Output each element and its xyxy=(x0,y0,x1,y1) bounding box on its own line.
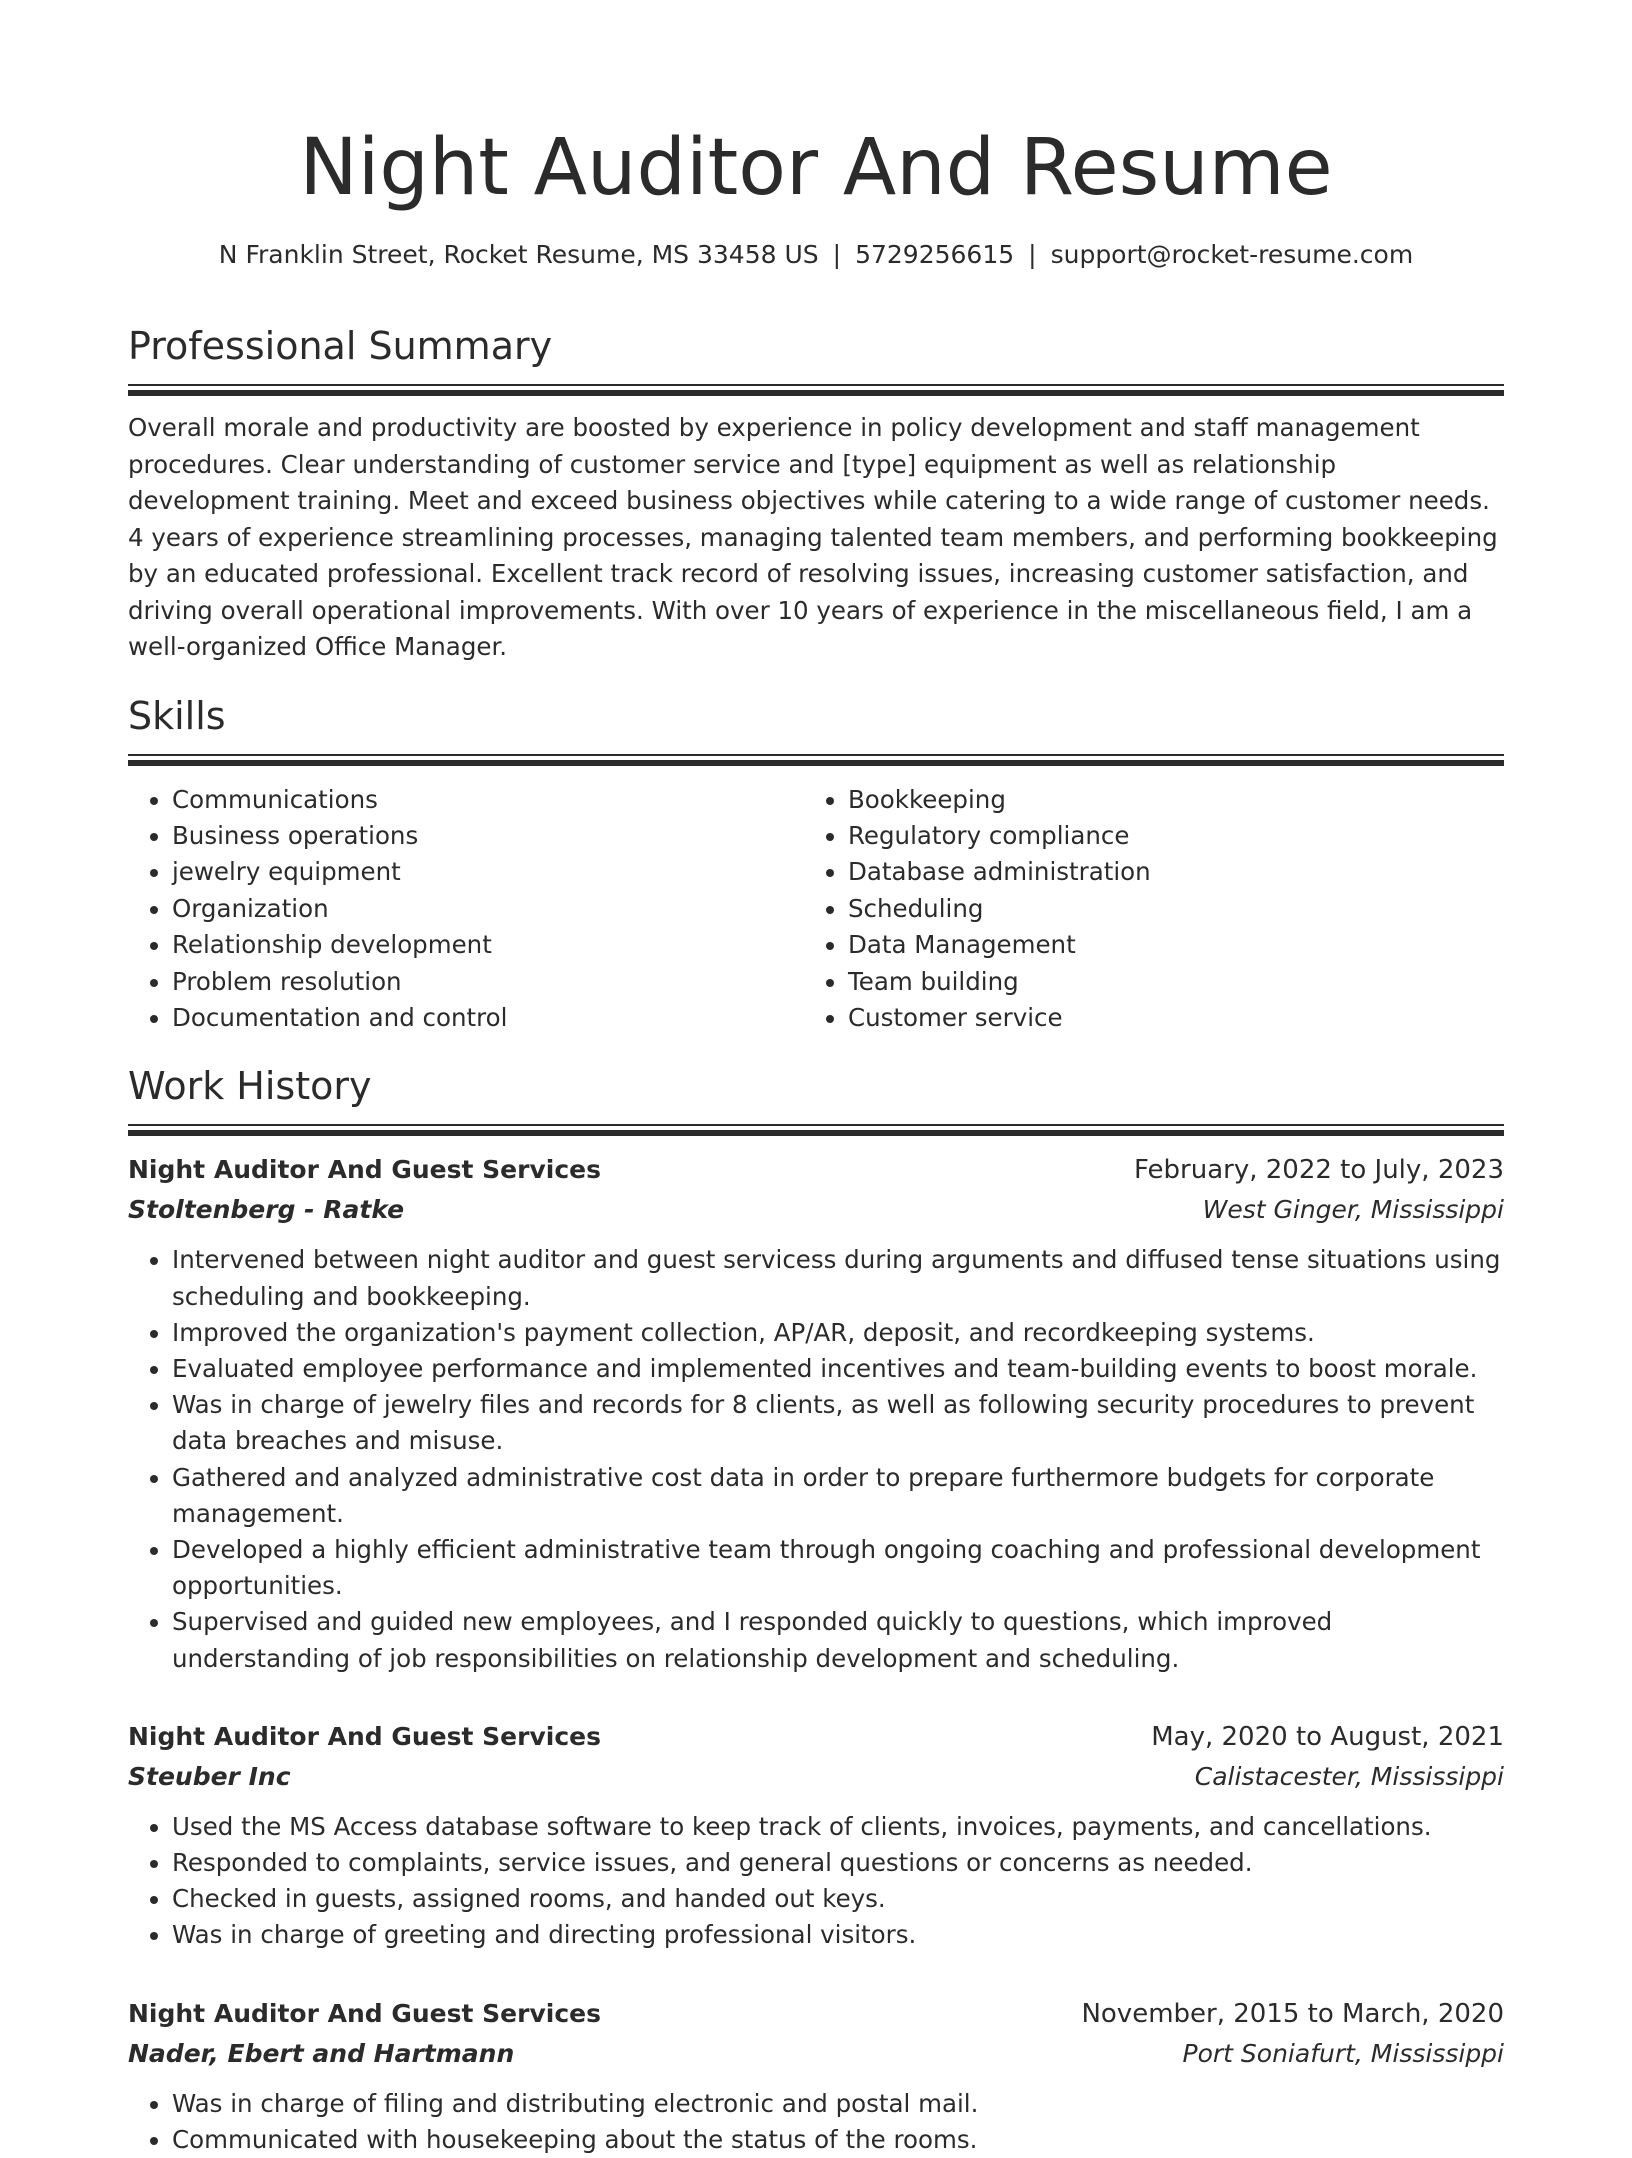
skill-item: • Scheduling xyxy=(848,891,1480,927)
resume-page xyxy=(128,0,1504,2158)
skill-item: • Problem resolution xyxy=(172,964,804,1000)
skill-item: • Database administration xyxy=(848,854,1480,890)
section-divider xyxy=(128,1124,1504,1136)
job-dates: November, 2015 to March, 2020 xyxy=(1081,1998,1504,2029)
section-title-work: Work History xyxy=(128,1064,372,1109)
section-divider xyxy=(128,754,1504,766)
section-divider xyxy=(128,384,1504,396)
skills-section xyxy=(128,692,1504,1037)
job-title: Night Auditor And Guest Services xyxy=(128,1721,601,1751)
skill-item: • Team building xyxy=(848,964,1480,1000)
job-company: Stoltenberg - Ratke xyxy=(128,1195,405,1225)
skill-item: • Organization xyxy=(172,891,804,927)
job-location: Calistacester, Mississippi xyxy=(1194,1761,1504,1791)
contact-email: support@rocket-resume.com xyxy=(1050,240,1414,269)
job-bullet: • Gathered and analyzed administrative cost data in order to prepare furthermore budgets for corporate management. xyxy=(172,1460,1504,1532)
job-bullet: • Was in charge of filing and distributing electronic and postal mail. xyxy=(172,2086,1504,2122)
job-bullet: • Intervened between night auditor and guest servicess during arguments and diffused tense situations using scheduling and bookkeeping. xyxy=(172,1242,1504,1314)
job-title: Night Auditor And Guest Services xyxy=(128,1155,601,1185)
contact-separator: | xyxy=(1028,240,1037,269)
skill-item: • Bookkeeping xyxy=(848,782,1480,818)
job-entry xyxy=(128,1994,1504,2158)
summary-text: Overall morale and productivity are boosted by experience in policy development and staff management procedures. Clear understanding of customer service and [type] equipment as well as relationship development training. Meet and exceed business objectives while catering to a wide range of customer needs. 4 years of experience streamlining processes, managing talented team members, and performing bookkeeping by an educated professional. Excellent track record of resolving issues, increasing customer satisfaction, and driving overall operational improvements. With over 10 years of experience in the miscellaneous field, I am a well-organized Office Manager. xyxy=(128,413,1498,661)
contact-phone: 5729256615 xyxy=(855,240,1015,269)
resume-name: Night Auditor And Resume xyxy=(299,123,1333,213)
skill-item: • Data Management xyxy=(848,927,1480,963)
contact-line xyxy=(128,238,1504,272)
contact-address: N Franklin Street, Rocket Resume, MS 33458 US xyxy=(218,240,819,269)
skill-item: • Documentation and control xyxy=(172,1000,804,1036)
job-location: Port Soniafurt, Mississippi xyxy=(1182,2038,1504,2068)
job-bullets xyxy=(128,2086,1504,2158)
skill-item: • Business operations xyxy=(172,818,804,854)
job-company: Steuber Inc xyxy=(128,1761,291,1791)
job-bullets xyxy=(128,1809,1504,1954)
job-bullet: • Used the MS Access database software to keep track of clients, invoices, payments, and cancellations. xyxy=(172,1809,1504,1845)
job-bullet: • Checked in guests, assigned rooms, and handed out keys. xyxy=(172,1881,1504,1917)
job-bullet: • Supervised and guided new employees, and I responded quickly to questions, which improved understanding of job responsibilities on relationship development and scheduling. xyxy=(172,1604,1504,1676)
job-bullet: • Developed a highly efficient administrative team through ongoing coaching and professional development opportunities. xyxy=(172,1532,1504,1604)
job-location: West Ginger, Mississippi xyxy=(1202,1195,1504,1225)
job-entry xyxy=(128,1150,1504,1676)
job-bullet: • Was in charge of greeting and directing professional visitors. xyxy=(172,1917,1504,1953)
section-title-skills: Skills xyxy=(128,693,226,738)
skill-item: • Relationship development xyxy=(172,927,804,963)
skill-item: • Regulatory compliance xyxy=(848,818,1480,854)
skills-list-right xyxy=(804,782,1480,1037)
job-bullet: • Was in charge of jewelry files and records for 8 clients, as well as following security procedures to prevent data breaches and misuse. xyxy=(172,1387,1504,1459)
section-title-summary: Professional Summary xyxy=(128,324,553,368)
work-history-section xyxy=(128,1062,1504,2158)
job-bullet: • Improved the organization's payment collection, AP/AR, deposit, and recordkeeping systems. xyxy=(172,1315,1504,1351)
job-bullet: • Communicated with housekeeping about the status of the rooms. xyxy=(172,2122,1504,2158)
skill-item: • Customer service xyxy=(848,1000,1480,1036)
job-title: Night Auditor And Guest Services xyxy=(128,1998,601,2028)
professional-summary-section xyxy=(128,322,1504,666)
skill-item: • jewelry equipment xyxy=(172,854,804,890)
job-bullet: • Responded to complaints, service issues, and general questions or concerns as needed. xyxy=(172,1845,1504,1881)
job-dates: May, 2020 to August, 2021 xyxy=(1151,1721,1504,1752)
job-entry xyxy=(128,1717,1504,1954)
skill-item: • Communications xyxy=(172,782,804,818)
job-bullet: • Evaluated employee performance and implemented incentives and team-building events to boost morale. xyxy=(172,1351,1504,1387)
job-bullets xyxy=(128,1242,1504,1676)
contact-separator: | xyxy=(832,240,842,269)
job-dates: February, 2022 to July, 2023 xyxy=(1134,1155,1504,1186)
skills-list-left xyxy=(128,782,804,1037)
skills-columns xyxy=(128,782,1504,1037)
job-company: Nader, Ebert and Hartmann xyxy=(128,2038,515,2068)
